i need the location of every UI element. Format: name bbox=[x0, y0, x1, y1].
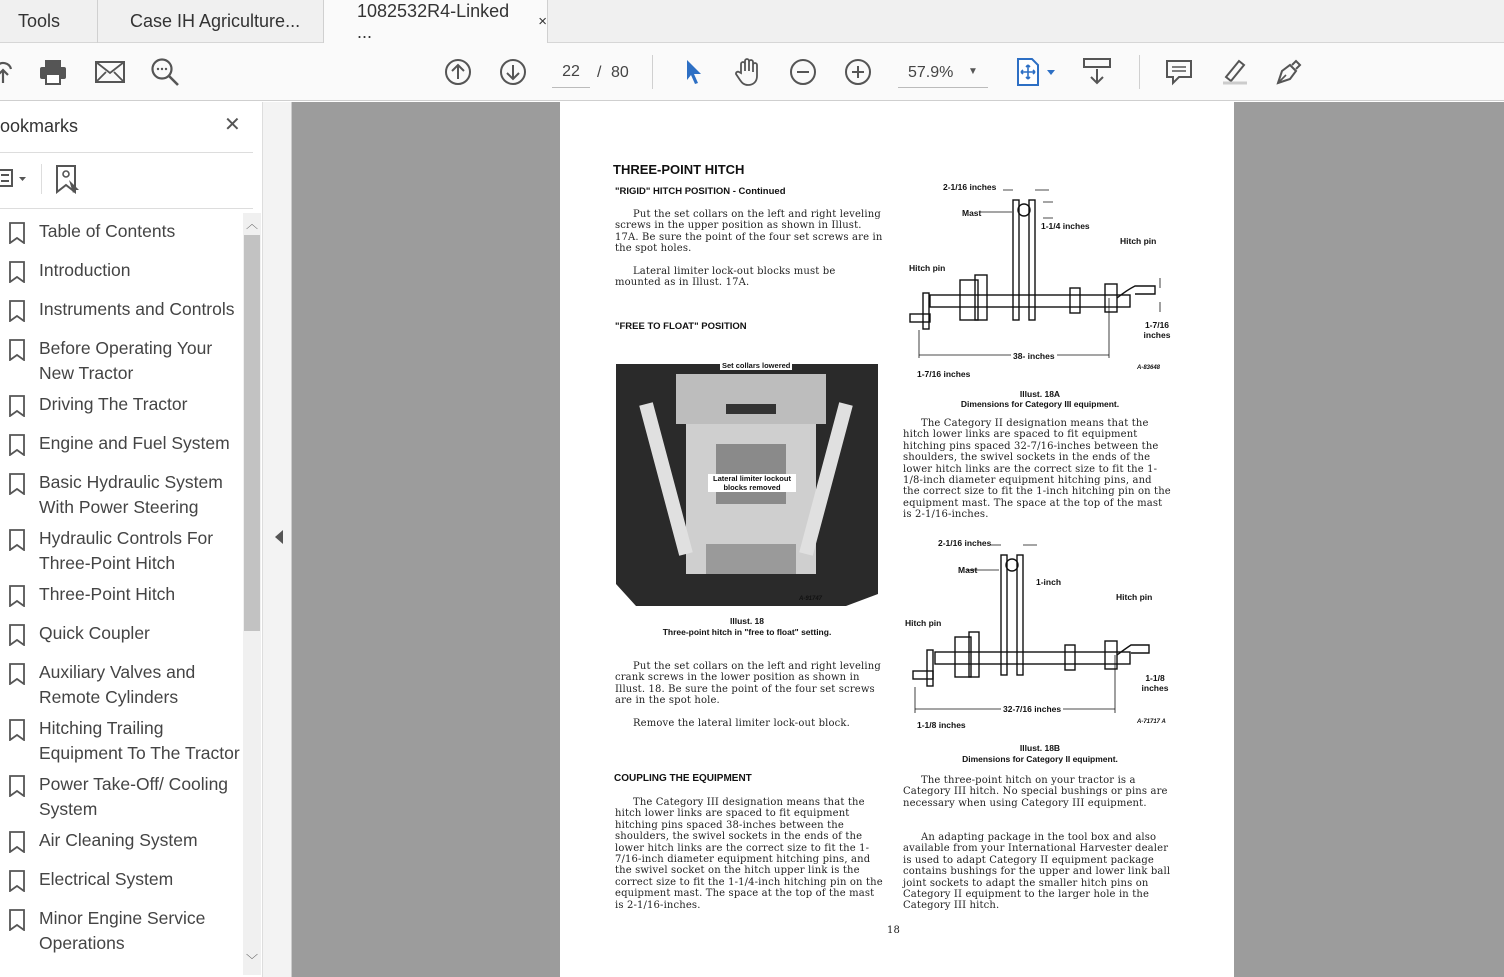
collapse-panel-icon[interactable] bbox=[275, 530, 283, 544]
zoom-out-icon[interactable] bbox=[786, 55, 820, 89]
divider bbox=[0, 208, 253, 209]
tab-label: Tools bbox=[18, 11, 61, 31]
figure-number: Illust. 18A bbox=[1019, 389, 1061, 399]
document-viewport[interactable] bbox=[292, 102, 1504, 977]
dimension-label: 1-1/8 inches bbox=[1141, 673, 1169, 693]
subheading: "RIGID" HITCH POSITION - Continued bbox=[615, 186, 786, 197]
tab-bar bbox=[0, 0, 1504, 43]
panel-splitter[interactable] bbox=[262, 102, 292, 977]
bookmark-label: Three-Point Hitch bbox=[39, 584, 176, 604]
paragraph: The Category III designation means that the hitch lower links are spaced to fit equipment hitching pins spaced 38-inches between the shoulders, the swivel sockets in the ends of the lower hitch links are the correct size to fit the 1-7/16-inch diameter equipment hitching pins, and the swivel socket on the hitch upper link is the correct size to fit the 1-1/4-inch hitching pin on the equipment mast. The space at the top of the mast is 2-1/16-inches. bbox=[615, 797, 883, 911]
page-number: 18 bbox=[887, 925, 901, 936]
bookmark-label: Air Cleaning System bbox=[39, 830, 198, 850]
bookmark-icon bbox=[9, 300, 25, 329]
dimension-label: 1-7/16 inches bbox=[1143, 320, 1171, 340]
bookmark-label: Before Operating Your New Tractor bbox=[39, 338, 213, 383]
bookmark-label: Auxiliary Valves and Remote Cylinders bbox=[39, 662, 196, 707]
tab-label: 1082532R4-Linked ... bbox=[357, 0, 510, 42]
bookmark-search-icon[interactable] bbox=[55, 164, 81, 199]
span-label: 38- inches bbox=[1013, 351, 1055, 361]
bookmark-label: Driving The Tractor bbox=[39, 394, 188, 414]
highlight-icon[interactable] bbox=[1217, 55, 1251, 89]
paragraph: The three-point hitch on your tractor is a Category III hitch. No special bushings or pins are necessary when using Category III equipment. bbox=[903, 775, 1168, 809]
scroll-down-icon[interactable]: ﹀ bbox=[246, 953, 259, 967]
tab-case-ih[interactable] bbox=[98, 0, 324, 43]
bookmark-icon bbox=[9, 719, 25, 748]
chevron-down-icon: ▼ bbox=[968, 66, 978, 77]
dimension-label: 1-1/8 inches bbox=[917, 720, 966, 730]
bookmark-icon bbox=[9, 529, 25, 558]
photo-label: Set collars lowered bbox=[722, 361, 791, 370]
section-title: THREE-POINT HITCH bbox=[613, 162, 745, 177]
bookmark-label: Engine and Fuel System bbox=[39, 433, 230, 453]
diagram-18b bbox=[905, 537, 1175, 737]
subheading: "FREE TO FLOAT" POSITION bbox=[615, 321, 747, 332]
bookmark-icon bbox=[9, 261, 25, 290]
hitch-pin-label: Hitch pin bbox=[1116, 592, 1153, 602]
divider bbox=[652, 55, 653, 89]
bookmark-icon bbox=[9, 395, 25, 424]
bookmark-icon bbox=[9, 222, 25, 251]
tab-label: Case IH Agriculture... bbox=[130, 11, 301, 31]
bookmarks-panel bbox=[0, 102, 262, 977]
figure-caption: Dimensions for Category II equipment. bbox=[962, 754, 1118, 764]
bookmark-icon bbox=[9, 339, 25, 368]
mast-label: Mast bbox=[958, 565, 978, 575]
figure-number: Illust. 18B bbox=[1019, 743, 1061, 753]
bookmark-label: Minor Engine Service Operations bbox=[39, 908, 206, 953]
hand-tool-icon[interactable] bbox=[731, 55, 765, 89]
divider bbox=[0, 152, 253, 153]
fit-page-icon[interactable] bbox=[1013, 55, 1063, 89]
bookmark-label: Electrical System bbox=[39, 869, 174, 889]
cloud-upload-icon[interactable] bbox=[0, 55, 20, 89]
divider bbox=[1139, 55, 1140, 89]
print-icon[interactable] bbox=[36, 55, 70, 89]
bookmark-label: Instruments and Controls bbox=[39, 299, 235, 319]
sign-icon[interactable] bbox=[1272, 55, 1306, 89]
dimension-label: 2-1/16 inches bbox=[938, 538, 992, 548]
tab-tools[interactable] bbox=[0, 0, 98, 43]
figure-number: Illust. 18 bbox=[729, 616, 764, 626]
bookmark-label: Hydraulic Controls For Three-Point Hitch bbox=[39, 528, 214, 573]
hitch-drawing bbox=[905, 180, 1175, 380]
bookmark-label: Table of Contents bbox=[39, 221, 176, 241]
bookmark-label: Introduction bbox=[39, 260, 131, 280]
bookmark-icon bbox=[9, 909, 25, 938]
diagram-18a bbox=[905, 180, 1175, 380]
page-separator: / bbox=[597, 64, 602, 81]
page-number-input[interactable]: 22 bbox=[552, 58, 590, 88]
tab-active-document[interactable] bbox=[324, 0, 548, 44]
dimension-label: 1-7/16 inches bbox=[917, 369, 971, 379]
hitch-pin-label: Hitch pin bbox=[909, 263, 946, 273]
scrollbar-thumb[interactable] bbox=[244, 235, 260, 631]
paragraph: Remove the lateral limiter lock-out block. bbox=[633, 718, 850, 729]
page-total: 80 bbox=[611, 64, 629, 81]
paragraph: Put the set collars on the left and right leveling screws in the upper position as shown in Illust. 17A. Be sure the point of the four set screws are in the spot holes. bbox=[615, 209, 883, 255]
panel-title: ookmarks bbox=[0, 116, 79, 136]
previous-page-icon[interactable] bbox=[441, 55, 475, 89]
drawing-code: A-71717 A bbox=[1137, 719, 1166, 725]
zoom-value: 57.9% bbox=[908, 64, 954, 81]
paragraph: Put the set collars on the left and right leveling crank screws in the lower position as shown in Illust. 18. Be sure the point of the four set screws are in the spot hole. bbox=[615, 661, 881, 707]
dimension-label: 2-1/16 inches bbox=[943, 182, 997, 192]
dimension-label: 1-1/4 inches bbox=[1041, 221, 1090, 231]
scroll-mode-icon[interactable] bbox=[1080, 55, 1114, 89]
figure-caption: Three-point hitch in "free to float" setting. bbox=[662, 627, 832, 637]
bookmark-icon bbox=[9, 585, 25, 614]
bookmark-label: Hitching Trailing Equipment To The Tractor bbox=[39, 718, 240, 763]
scroll-up-icon[interactable]: ︿ bbox=[246, 217, 259, 231]
bookmark-icon bbox=[9, 831, 25, 860]
bookmark-icon bbox=[9, 473, 25, 502]
bookmark-label: Basic Hydraulic System With Power Steering bbox=[39, 472, 223, 517]
zoom-in-icon[interactable] bbox=[841, 55, 875, 89]
photo-label: Lateral limiter lockout blocks removed bbox=[708, 474, 796, 492]
photo-code: A-91747 bbox=[799, 596, 823, 602]
close-tab-icon[interactable]: × bbox=[538, 13, 547, 30]
toolbar bbox=[0, 43, 1504, 101]
close-panel-icon[interactable]: ✕ bbox=[224, 114, 241, 136]
figure-caption: Dimensions for Category III equipment. bbox=[960, 399, 1120, 409]
next-page-icon[interactable] bbox=[496, 55, 530, 89]
bookmark-icon bbox=[9, 624, 25, 653]
zoom-select[interactable] bbox=[898, 57, 988, 88]
select-cursor-icon[interactable] bbox=[676, 55, 710, 89]
divider bbox=[41, 164, 42, 194]
paragraph: An adapting package in the tool box and also available from your International Harvester dealer is used to adapt Category II equipment package contains bushings for the upper and lower link ball joint sockets to adapt the smaller hitch pins on Category II equipment to the larger hole in the Category III hitch. bbox=[903, 832, 1171, 912]
comment-icon[interactable] bbox=[1162, 55, 1196, 89]
hitch-pin-label: Hitch pin bbox=[1120, 236, 1157, 246]
bookmark-icon bbox=[9, 663, 25, 692]
drawing-code: A-83648 bbox=[1137, 365, 1161, 371]
subheading: COUPLING THE EQUIPMENT bbox=[614, 773, 752, 784]
email-icon[interactable] bbox=[93, 55, 127, 89]
search-icon[interactable] bbox=[148, 55, 182, 89]
paragraph: The Category II designation means that the hitch lower links are spaced to fit equipment hitching pins spaced 32-7/16-inches between the shoulders, the swivel sockets in the ends of the lower hitch links are the correct size to fit the 1-1/8-inch diameter equipment hitching pins, and the correct size to fit the 1-inch hitching pin on the equipment mast. The space at the top of the mast is 2-1/16-inches. bbox=[903, 418, 1171, 521]
paragraph: Lateral limiter lock-out blocks must be mounted as in Illust. 17A. bbox=[615, 266, 836, 289]
span-label: 32-7/16 inches bbox=[1003, 704, 1062, 714]
hitch-photo bbox=[616, 344, 878, 606]
bookmark-label: Power Take-Off/ Cooling System bbox=[39, 774, 229, 819]
bookmark-label: Quick Coupler bbox=[39, 623, 150, 643]
pdf-page bbox=[560, 102, 1234, 977]
bookmark-icon bbox=[9, 434, 25, 463]
mast-label: Mast bbox=[962, 208, 982, 218]
dimension-label: 1-inch bbox=[1036, 577, 1062, 587]
options-menu-icon[interactable] bbox=[0, 166, 32, 195]
hitch-pin-label: Hitch pin bbox=[905, 618, 942, 628]
bookmarks-scrollbar[interactable] bbox=[243, 213, 261, 975]
bookmark-icon bbox=[9, 870, 25, 899]
bookmark-icon bbox=[9, 775, 25, 804]
